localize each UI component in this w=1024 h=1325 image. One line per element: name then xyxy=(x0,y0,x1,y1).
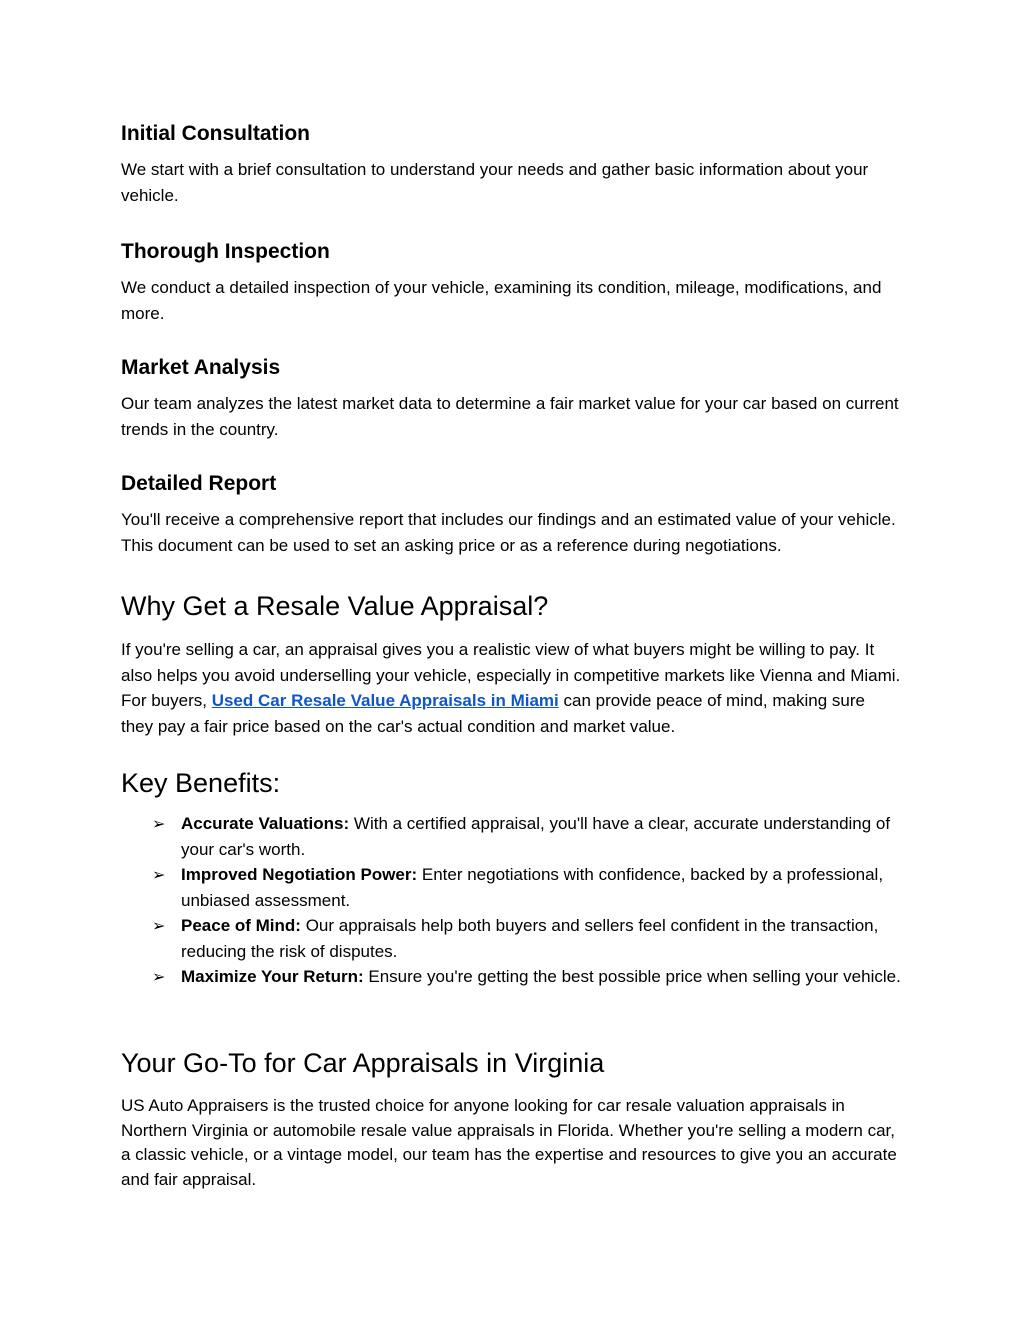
benefit-text: Our appraisals help both buyers and sellers feel confident in the transaction, reducing the risk of disputes. xyxy=(181,916,879,961)
benefit-item-accurate-valuations xyxy=(121,811,901,862)
benefit-label: Accurate Valuations: xyxy=(181,814,350,833)
why-text-after: can provide peace of mind, making sure they pay a fair price based on the car's actual condition and market value. xyxy=(121,691,865,736)
step-body-initial-consultation: We start with a brief consultation to understand your needs and gather basic information about your vehicle. xyxy=(121,160,869,205)
step-title-detailed-report: Detailed Report xyxy=(121,472,277,495)
virginia-heading: Your Go-To for Car Appraisals in Virginia xyxy=(121,1048,605,1078)
benefit-item-maximize-return xyxy=(121,964,901,990)
benefit-text: Ensure you're getting the best possible price when selling your vehicle. xyxy=(363,967,901,986)
step-title-thorough-inspection: Thorough Inspection xyxy=(121,240,330,263)
why-appraisal-paragraph xyxy=(121,637,901,739)
arrow-bullet-icon: ➢ xyxy=(152,916,166,935)
step-title-market-analysis: Market Analysis xyxy=(121,356,281,379)
benefit-label: Maximize Your Return: xyxy=(181,967,364,986)
benefit-label: Peace of Mind: xyxy=(181,916,301,935)
step-body-detailed-report: You'll receive a comprehensive report that includes our findings and an estimated value of your vehicle. This document can be used to set an asking price or as a reference during negotiations. xyxy=(121,510,896,555)
arrow-bullet-icon: ➢ xyxy=(152,814,166,833)
virginia-paragraph: US Auto Appraisers is the trusted choice for anyone looking for car resale valuation appraisals in Northern Virginia or automobile resale value appraisals in Florida. Whether you're selling a modern car, a classic vehicle, or a vintage model, our team has the expertise and resources to give you an accurate and fair appraisal. xyxy=(121,1096,897,1189)
step-body-thorough-inspection: We conduct a detailed inspection of your vehicle, examining its condition, mileage, modifications, and more. xyxy=(121,278,882,323)
why-appraisal-heading: Why Get a Resale Value Appraisal? xyxy=(121,591,549,621)
key-benefits-heading: Key Benefits: xyxy=(121,768,281,798)
arrow-bullet-icon: ➢ xyxy=(152,865,166,884)
step-body-market-analysis: Our team analyzes the latest market data to determine a fair market value for your car based on current trends in the country. xyxy=(121,394,899,439)
why-text-before: If you're selling a car, an appraisal gives you a realistic view of what buyers might be willing to pay. It also helps you avoid underselling your vehicle, especially in competitive markets like Vienna and Miami. For buyers, xyxy=(121,640,901,710)
step-title-initial-consultation: Initial Consultation xyxy=(121,122,310,145)
benefit-item-peace-of-mind xyxy=(121,913,901,964)
benefit-item-negotiation-power xyxy=(121,862,901,913)
arrow-bullet-icon: ➢ xyxy=(152,967,166,986)
benefits-list xyxy=(121,811,901,990)
benefit-text: With a certified appraisal, you'll have a clear, accurate understanding of your car's worth. xyxy=(181,814,891,859)
benefit-text: Enter negotiations with confidence, backed by a professional, unbiased assessment. xyxy=(181,865,884,910)
benefit-label: Improved Negotiation Power: xyxy=(181,865,418,884)
miami-appraisals-link[interactable]: Used Car Resale Value Appraisals in Miami xyxy=(211,691,559,710)
